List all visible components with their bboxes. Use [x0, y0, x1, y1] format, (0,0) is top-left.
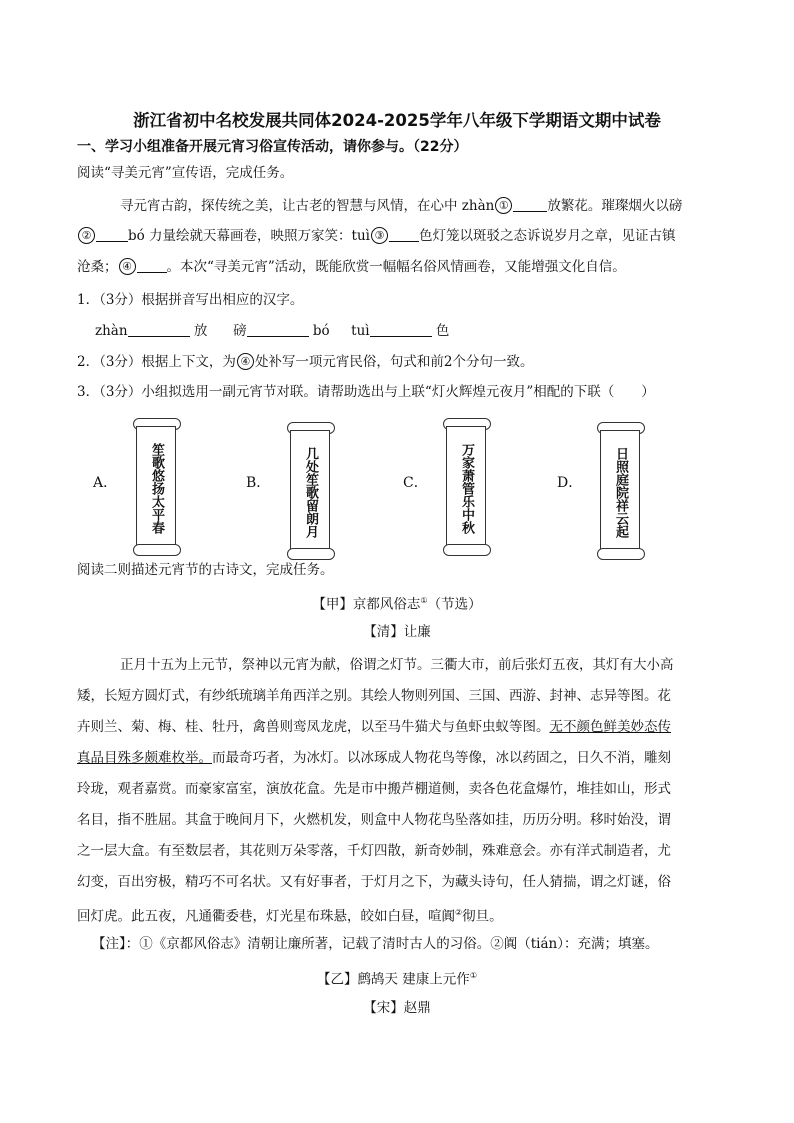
jia-note: 【注】：①《京都风俗志》清朝让廉所著，记载了清时古人的习俗。②阗（tián）：充满；填塞。 — [92, 936, 659, 952]
option-d-label[interactable]: D． — [557, 475, 583, 491]
answer-blank[interactable] — [128, 322, 190, 337]
question-1-blanks: zhàn 放 磅 bó tuì 色 — [95, 323, 450, 339]
intro-text-2: 阅读二则描述元宵节的古诗文，完成任务。 — [77, 562, 334, 578]
yi-author: 【宋】赵鼎 — [363, 1000, 431, 1016]
jia-author: 【清】让廉 — [363, 624, 431, 640]
passage-line-1: 寻元宵古韵，探传统之美，让古老的智慧与风情，在心中 zhàn ① 放繁花。璀璨烟火以磅 — [120, 198, 683, 214]
option-d-text: 日照庭院祥云起 — [613, 446, 628, 538]
option-b-label[interactable]: B． — [246, 475, 271, 491]
jia-line-9: 回灯虎。此五夜，凡通衢委巷，灯光星布珠悬，皎如白昼，喧阗②彻旦。 — [77, 908, 503, 925]
jia-line-2: 矮，长短方圆灯式，有纱纸琉璃羊角西洋之别。其绘人物则列国、三国、西游、封神、志异等图。花 — [77, 688, 671, 704]
option-c-text: 万家萧管乐中秋 — [459, 442, 474, 534]
question-1: 1．（3分）根据拼音写出相应的汉字。 — [77, 292, 304, 308]
answer-blank[interactable] — [370, 322, 432, 337]
jia-line-3: 卉则兰、菊、梅、桂、牡丹，禽兽则鸾凤龙虎，以至马牛猫犬与鱼虾虫蚁等图。无不颜色鲜美妙态传 — [77, 719, 671, 735]
question-2: 2．（3分）根据上下文，为 ④ 处补写一项元宵民俗，句式和前2个分句一致。 — [77, 354, 534, 370]
jia-line-1: 正月十五为上元节，祭神以元宵为献，俗谓之灯节。三衢大市，前后张灯五夜，其灯有大小高 — [120, 657, 674, 673]
section-heading: 一、学习小组准备开展元宵习俗宣传活动，请你参与。（22分） — [77, 139, 468, 155]
option-c-label[interactable]: C． — [403, 475, 428, 491]
passage-line-3: 沧桑； ④ 。本次“寻美元宵”活动，既能欣赏一幅幅名俗风情画卷，又能增强文化自信。 — [77, 259, 626, 275]
answer-blank[interactable] — [247, 322, 309, 337]
jia-title: 【甲】京都风俗志①（节选） — [312, 596, 482, 613]
question-3: 3．（3分）小组拟选用一副元宵节对联。请帮助选出与上联“灯火辉煌元夜月”相配的下联（ ） — [77, 384, 655, 400]
option-b-text: 几处笙歌留朗月 — [303, 446, 318, 538]
jia-line-8: 幻变，百出穷极，精巧不可名状。又有好事者，于灯月之下，为藏头诗句，任人猜揣，谓之灯谜，俗 — [77, 874, 671, 890]
passage-line-2: ② bó 力量绘就天幕画卷，映照万家笑：tuì ③ 色灯笼以斑驳之态诉说岁月之章，见证古镇 — [77, 226, 676, 246]
jia-line-6: 名目，指不胜屈。其盒于晚间月下，火燃机发，则盒中人物花鸟坠落如挂，历历分明。移时始没，谓 — [77, 812, 671, 828]
jia-line-4: 真品目殊多颇难枚举。而最奇巧者，为冰灯。以冰琢成人物花鸟等像，冰以药固之，日久不消，雕刻 — [77, 750, 671, 766]
option-a-label[interactable]: A． — [93, 475, 118, 491]
jia-line-7: 之一层大盒。有至数层者，其花则万朵零落，千灯四散，新奇妙制，殊难意会。亦有洋式制造者，尤 — [77, 843, 671, 859]
intro-text: 阅读“寻美元宵”宣传语，完成任务。 — [77, 165, 294, 181]
option-a-text: 笙歌悠扬太平春 — [149, 442, 164, 534]
exam-title: 浙江省初中名校发展共同体2024-2025学年八年级下学期语文期中试卷 — [133, 111, 661, 130]
yi-title: 【乙】鹧鸪天 建康上元作① — [317, 971, 477, 988]
jia-line-5: 玲珑，观者嘉赏。而豪家富室，演放花盒。先是市中搬芦棚道侧，卖各色花盒爆竹，堆挂如山，形式 — [77, 781, 671, 797]
